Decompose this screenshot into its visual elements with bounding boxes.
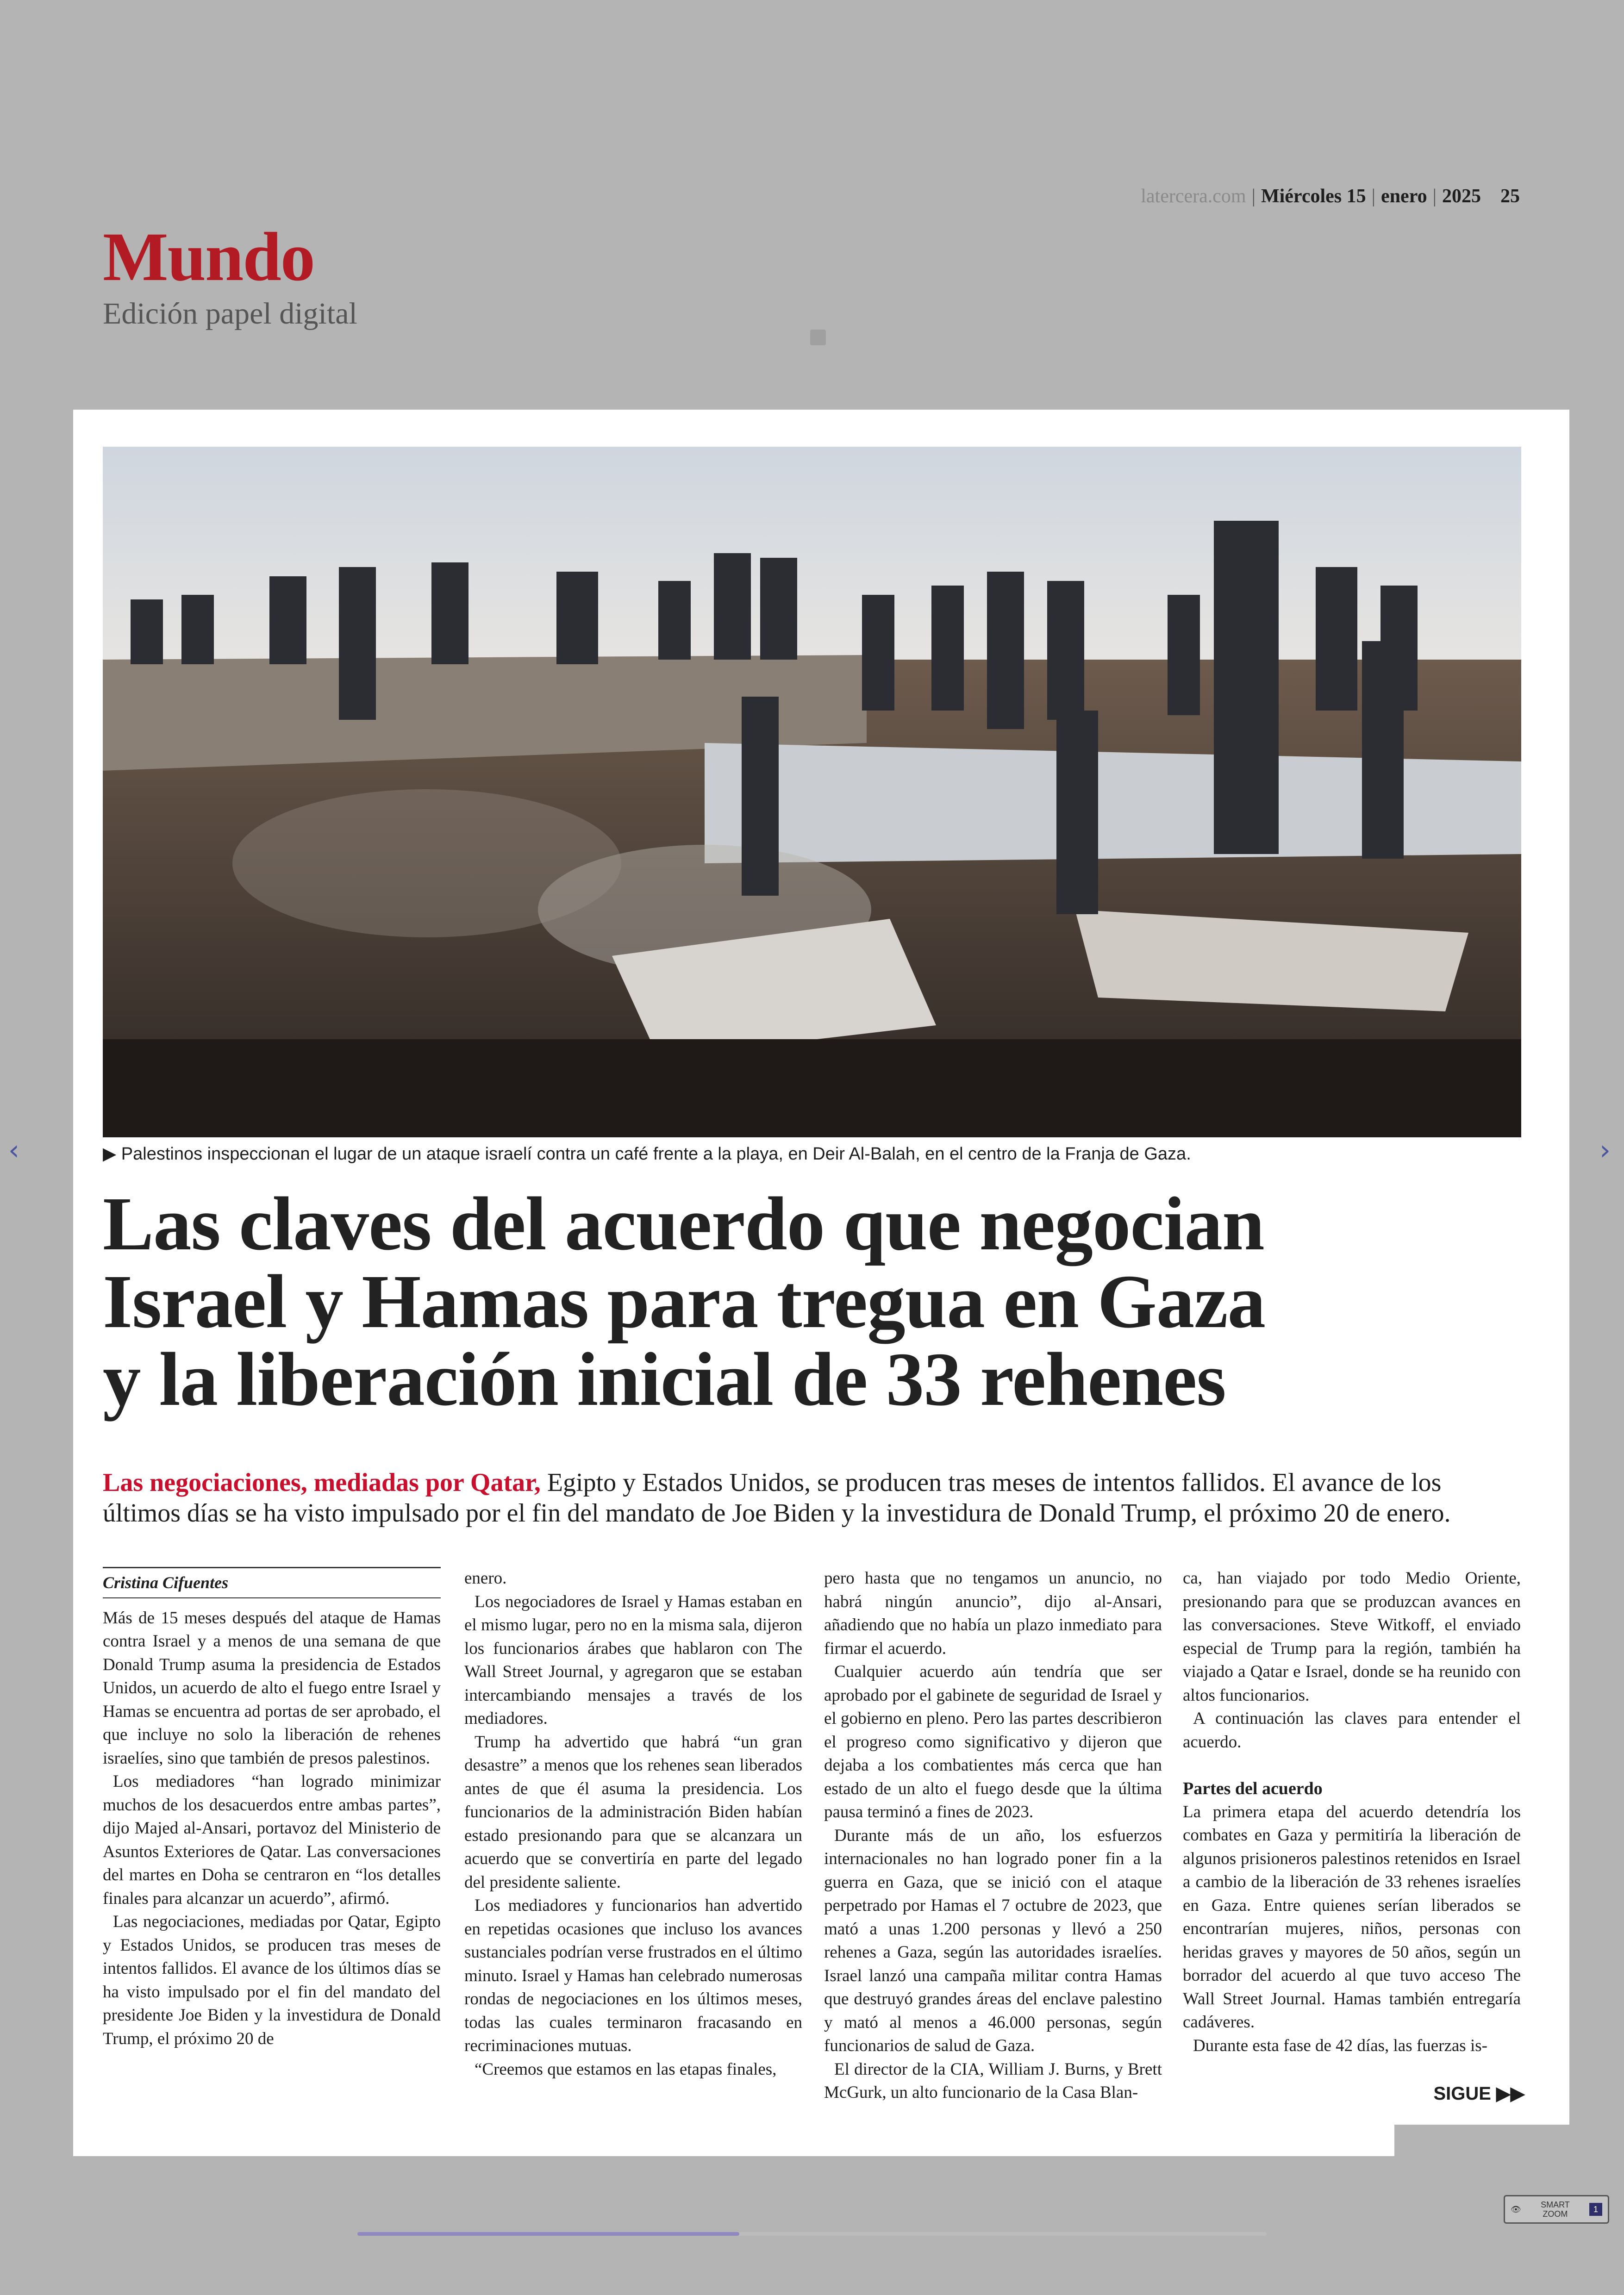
paragraph: Durante esta fase de 42 días, las fuerzas is-: [1193, 2036, 1487, 2055]
paragraph: Trump ha advertido que habrá “un gran desastre” a menos que los rehenes sean liberados antes de que él asuma la presidencia. Los funcionarios de la administración Biden habían estado presionando para que se alcanzara un acuerdo que se convertiría en parte del legado del presidente saliente.: [464, 1732, 802, 1892]
caption-triangle-icon: ▶: [103, 1144, 121, 1164]
page-indicator: 1: [1589, 2203, 1602, 2216]
paragraph: Cualquier acuerdo aún tendría que ser aprobado por el gabinete de seguridad de Israel y el gobierno en pleno. Pero las partes describieron el progreso como significativo y dijeron que dejaba a los combatientes más cerca que han estado de un alto el fuego desde que la última pausa terminó a fines de 2023.: [824, 1662, 1162, 1821]
paragraph: enero.: [464, 1569, 507, 1588]
smart-zoom-label: SMART ZOOM: [1541, 2200, 1570, 2219]
caption-text: Palestinos inspeccionan el lugar de un ataque israelí contra un café frente a la playa, en Deir Al-Balah, en el centro de la Franja de Gaza.: [121, 1144, 1191, 1164]
date-day: Miércoles 15: [1261, 186, 1366, 207]
article-photo: [103, 447, 1521, 1137]
paragraph: “Creemos que estamos en las etapas finales,: [475, 2059, 777, 2079]
paragraph: Más de 15 meses después del ataque de Hamas contra Israel y a menos de una semana de que Donald Trump asuma la presidencia de Estados Unidos, un acuerdo de alto el fuego entre Israel y Hamas se encuentra ad portas de ser aprobado, el que incluye no solo la liberación de rehenes israelíes, sino que también de presos palestinos.: [103, 1608, 441, 1768]
paragraph: pero hasta que no tengamos un anuncio, no habrá ningún anuncio”, dijo al-Ansari, añadiendo que no había un plazo inmediato para firmar el acuerdo.: [824, 1569, 1162, 1658]
eye-icon: 👁: [1511, 2204, 1521, 2214]
headline-line-1: Las claves del acuerdo que negocian: [103, 1181, 1264, 1266]
headline-line-2: Israel y Hamas para tregua en Gaza: [103, 1259, 1266, 1344]
article-column-1: [103, 1567, 441, 2051]
paragraph: La primera etapa del acuerdo detendría los combates en Gaza y permitiría la liberación de algunos prisioneros palestinos retenidos en Israel a cambio de la liberación de 33 rehenes israelíes en Gaza. Entre quienes serían liberados se encontrarían mujeres, niños, personas con heridas graves y mayores de 50 años, según un borrador del acuerdo al que tuvo acceso The Wall Street Journal. Hamas también entregaría cadáveres.: [1183, 1802, 1521, 2032]
paragraph: Las negociaciones, mediadas por Qatar, Egipto y Estados Unidos, se producen tras meses de intentos fallidos. El avance de los últimos días se ha visto impulsado por el fin del mandato del presidente Joe Biden y la investidura de Donald Trump, el próximo 20 de: [103, 1912, 441, 2048]
paragraph: El director de la CIA, William J. Burns, y Brett McGurk, un alto funcionario de la Casa Blan-: [824, 2059, 1162, 2102]
section-title: Mundo: [103, 218, 314, 295]
photo-illustration: [103, 447, 1521, 1137]
page-number: 25: [1500, 186, 1520, 207]
byline: Cristina Cifuentes: [103, 1567, 441, 1598]
article-column-4: [1183, 1567, 1521, 2058]
continue-button[interactable]: SIGUE ▶▶: [1389, 2062, 1569, 2125]
article-column-2: [464, 1567, 802, 2081]
date-month: enero: [1381, 186, 1427, 207]
paragraph: Los negociadores de Israel y Hamas estaban en el mismo lugar, pero no en la misma sala, dijeron los funcionarios árabes que hablaron con The Wall Street Journal, y agregaron que se estaban intercambiando mensajes a través de los mediadores.: [464, 1592, 802, 1728]
page-meta: latercera.com | Miércoles 15 | enero | 2025 25: [1141, 186, 1520, 207]
edition-subtitle: Edición papel digital: [103, 297, 357, 331]
date-year: 2025: [1442, 186, 1481, 207]
deck-lead: Las negociaciones, mediadas por Qatar,: [103, 1468, 541, 1497]
next-page-button[interactable]: ›: [1599, 1134, 1611, 1166]
headline-line-3: y la liberación inicial de 33 rehenes: [103, 1337, 1226, 1422]
article-headline: [103, 1181, 1492, 1422]
deck-text: Egipto y Estados Unidos, se producen tras meses de intentos fallidos. El avance de los últimos días se ha visto impulsado por el fin del mandato de Joe Biden y la investidura de Donald Trump, el próximo 20 de enero.: [103, 1468, 1451, 1528]
paragraph: A continuación las claves para entender el acuerdo.: [1183, 1709, 1521, 1752]
article-deck: [103, 1467, 1521, 1528]
paragraph: Los mediadores “han logrado minimizar muchos de los desacuerdos entre ambas partes”, dijo Majed al-Ansari, portavoz del Ministerio de Asuntos Exteriores de Qatar. Las conversaciones del martes en Doha se centraron en “los detalles finales para alcanzar un acuerdo”, afirmó.: [103, 1772, 441, 1908]
paragraph: ca, han viajado por todo Medio Oriente, presionando para que se produzcan avances en las conversaciones. Steve Witkoff, el enviado especial de Trump para la región, también ha viajado a Qatar e Israel, donde se ha reunido con altos funcionarios.: [1183, 1569, 1521, 1705]
smart-zoom-button[interactable]: [1504, 2195, 1609, 2224]
paragraph: Durante más de un año, los esfuerzos internacionales no han logrado poner fin a la guerra en Gaza, que se inició con el ataque perpetrado por Hamas el 7 octubre de 2023, que mató a unas 1.200 personas y llevó a 250 rehenes a Gaza, según las autoridades israelíes. Israel lanzó una campaña militar contra Hamas que destruyó grandes áreas del enclave palestino y mató al menos a 46.000 personas, según funcionarios de salud de Gaza.: [824, 1826, 1162, 2055]
paragraph: Los mediadores y funcionarios han advertido en repetidas ocasiones que incluso los avances sustanciales podrían verse frustrados en el último minuto. Israel y Hamas han celebrado numerosas rondas de negociaciones en los últimos meses, todas las cuales terminaron fracasando en recriminaciones mutuas.: [464, 1896, 802, 2055]
page-menu-icon[interactable]: [810, 330, 826, 345]
page-progress-fill: [357, 2232, 739, 2236]
photo-caption: [103, 1143, 1521, 1164]
article-column-3: [824, 1567, 1162, 2105]
page-progress-bar[interactable]: [357, 2232, 1267, 2236]
article-subhead: Partes del acuerdo: [1183, 1779, 1323, 1798]
site-name: latercera.com: [1141, 186, 1246, 207]
prev-page-button[interactable]: ‹: [8, 1134, 19, 1166]
